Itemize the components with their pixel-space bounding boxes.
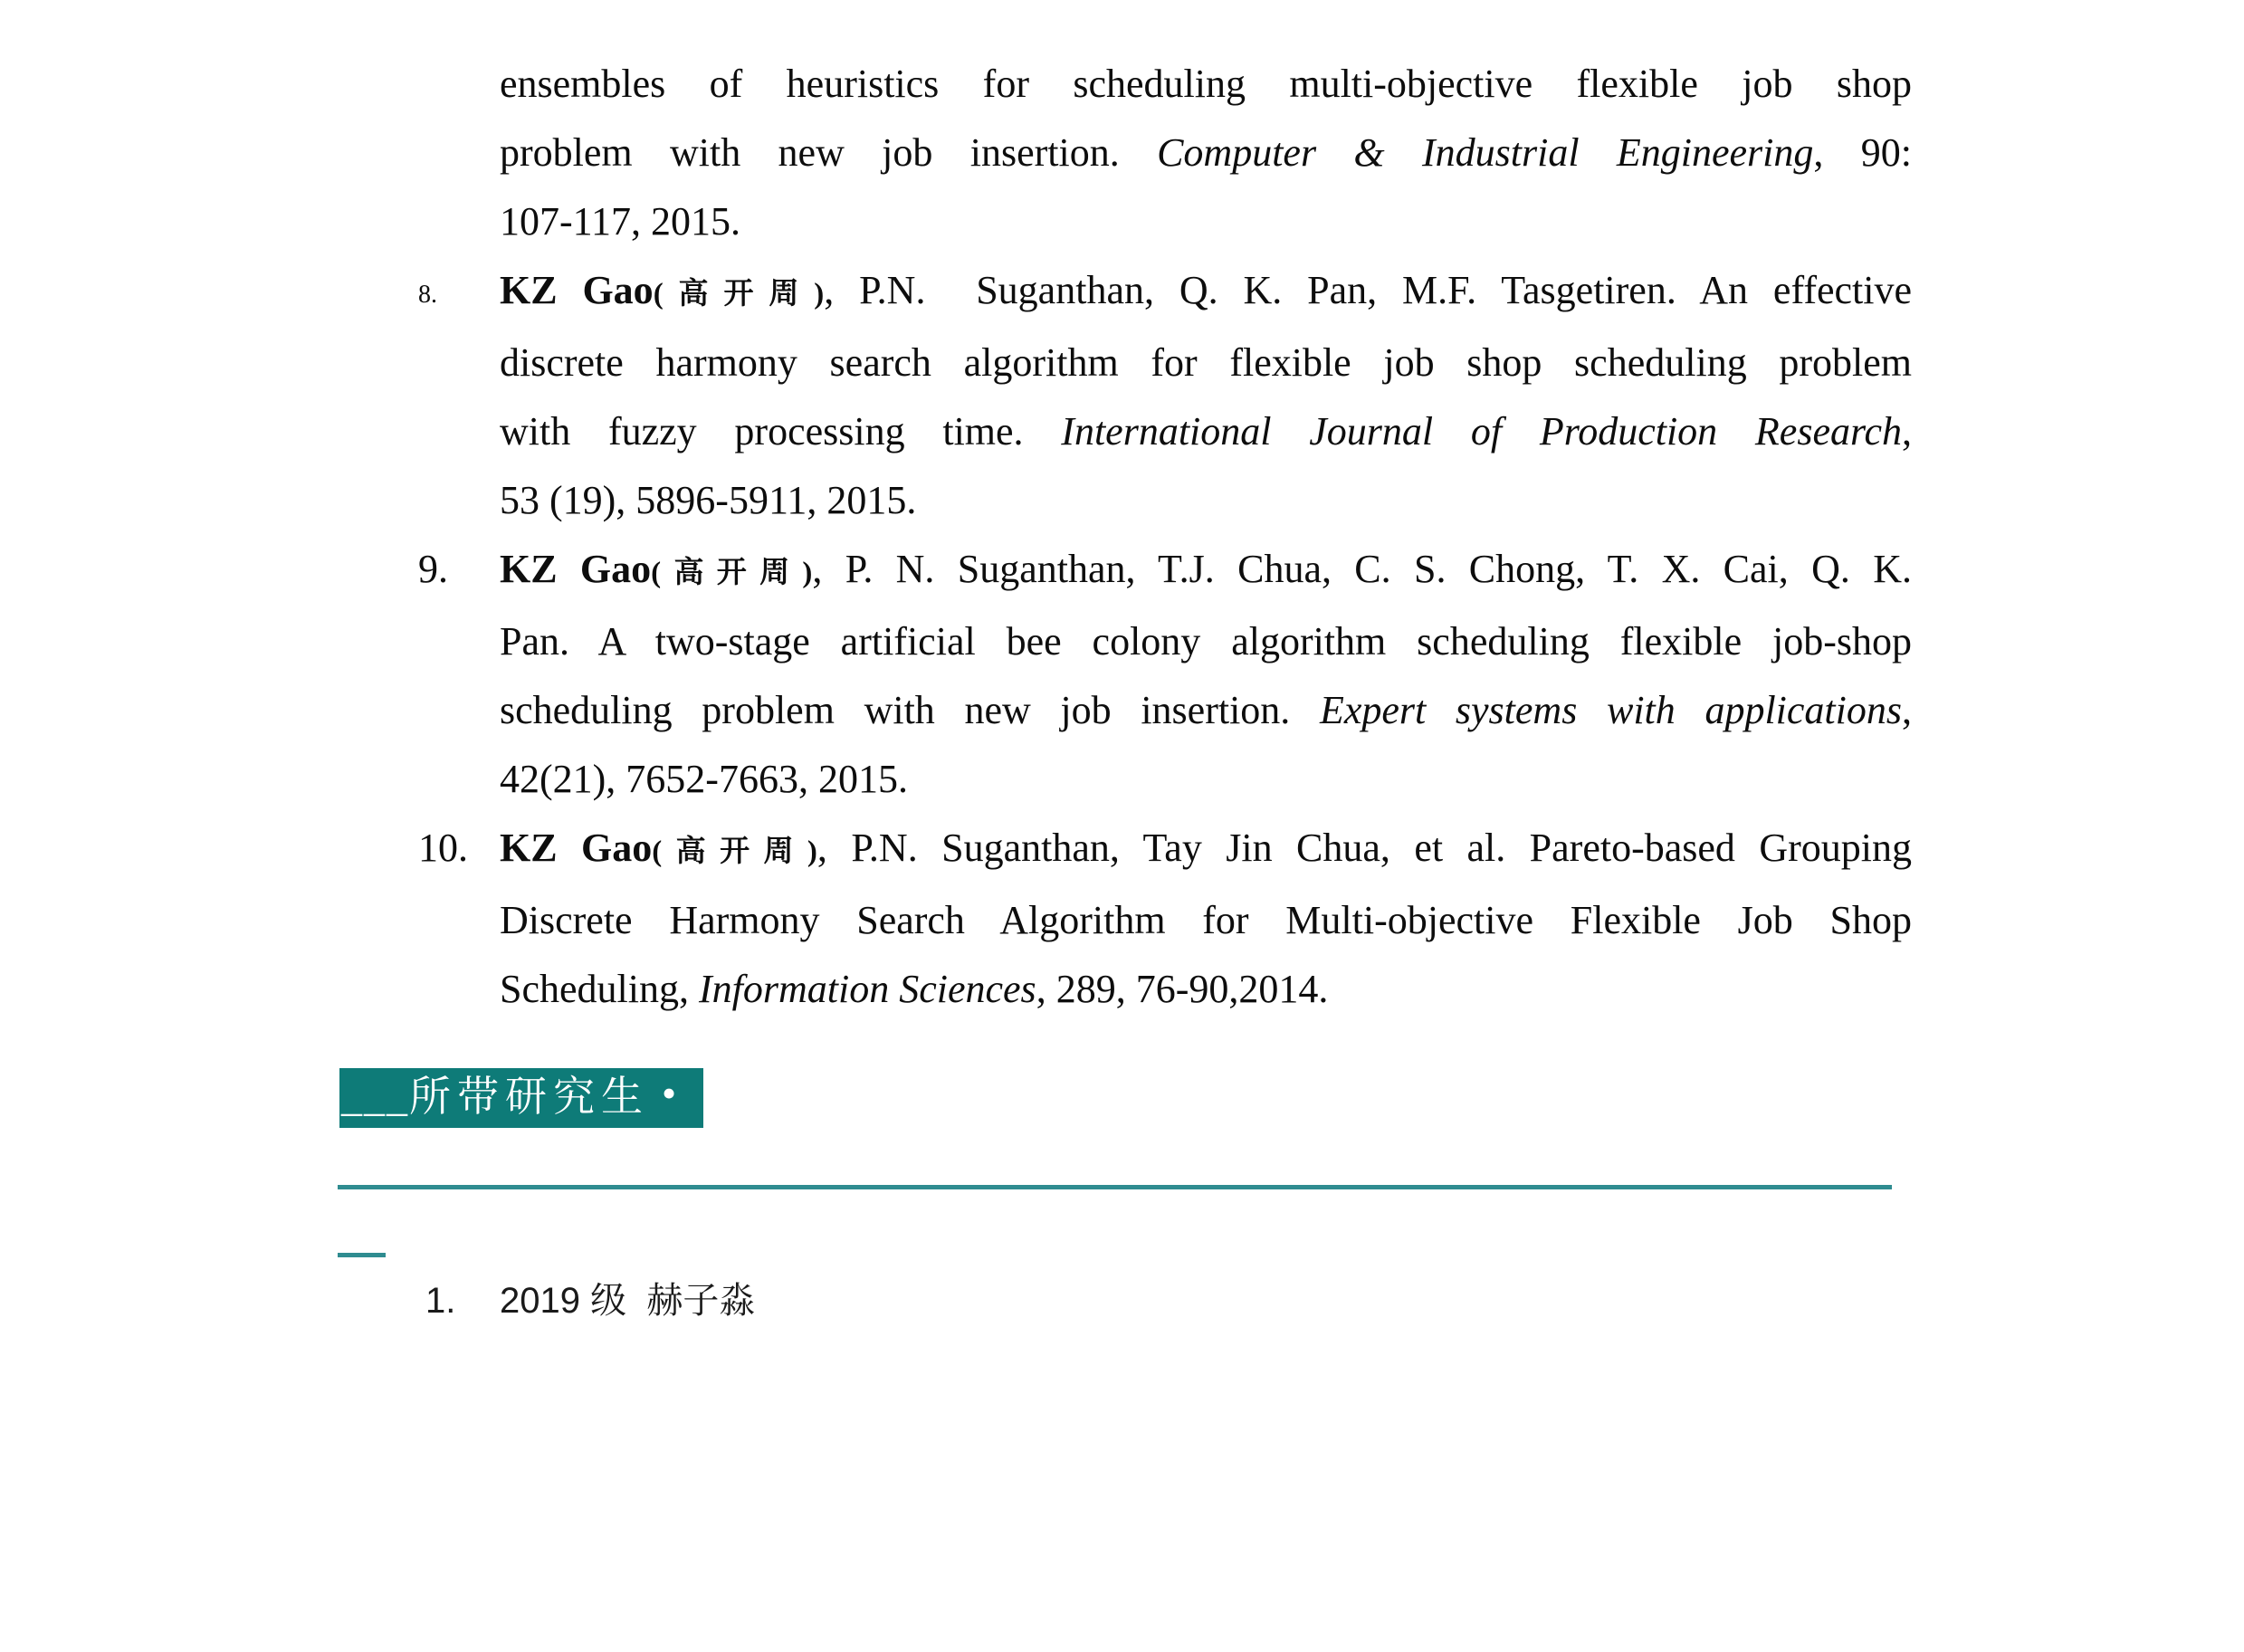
author-name-bold: KZ Gao bbox=[500, 547, 652, 591]
journal-title: Information Sciences bbox=[698, 967, 1036, 1011]
reference-text: 42(21), 7652-7663, 2015. bbox=[500, 757, 908, 801]
reference-lines bbox=[500, 535, 1912, 814]
reference-line bbox=[500, 397, 1912, 466]
journal-title: Expert systems with applications bbox=[1319, 688, 1902, 732]
reference-line bbox=[500, 814, 1912, 886]
reference-item bbox=[418, 814, 1912, 1024]
student-item bbox=[425, 1278, 755, 1323]
journal-title: Computer & Industrial Engineering bbox=[1157, 130, 1814, 175]
journal-title: International Journal of Production Research bbox=[1061, 409, 1902, 454]
author-cjk-name: (高开周) bbox=[653, 278, 825, 310]
reference-lines bbox=[500, 256, 1912, 535]
reference-number: 10. bbox=[418, 826, 468, 870]
reference-line bbox=[500, 119, 1912, 187]
reference-line bbox=[500, 535, 1912, 607]
reference-lines bbox=[500, 814, 1912, 1024]
reference-line bbox=[500, 187, 1912, 256]
reference-item bbox=[418, 256, 1912, 535]
student-list bbox=[425, 1278, 755, 1323]
reference-number: 8. bbox=[418, 281, 437, 309]
heading-bullet-icon: • bbox=[662, 1070, 677, 1116]
reference-text: Pan. A two-stage artificial bee colony algorithm scheduling flexible job-shop bbox=[500, 619, 1912, 664]
reference-line bbox=[500, 329, 1912, 397]
author-name-bold: KZ Gao bbox=[500, 268, 654, 312]
author-cjk-name: (高开周) bbox=[652, 836, 817, 868]
reference-text: 107-117, 2015. bbox=[500, 199, 741, 244]
reference-text: , P.N. Suganthan, Q. K. Pan, M.F. Tasgetiren. An effective bbox=[824, 268, 1913, 312]
reference-lines bbox=[500, 50, 1912, 256]
divider-line-short bbox=[338, 1253, 386, 1257]
reference-line bbox=[500, 466, 1912, 535]
reference-line bbox=[500, 886, 1912, 955]
author-name-bold: KZ Gao bbox=[500, 826, 653, 870]
reference-text: problem with new job insertion. bbox=[500, 130, 1158, 175]
reference-text: , bbox=[1902, 409, 1912, 454]
reference-text: , 90: bbox=[1813, 130, 1912, 175]
heading-underscores: ___ bbox=[341, 1074, 409, 1120]
reference-number: 9. bbox=[418, 547, 448, 591]
reference-text: , P.N. Suganthan, Tay Jin Chua, et al. Pareto-based Grouping bbox=[816, 826, 1913, 870]
section-heading-box bbox=[339, 1068, 703, 1128]
reference-text: scheduling problem with new job insertion. bbox=[500, 688, 1320, 732]
reference-line bbox=[500, 955, 1912, 1024]
reference-text: 53 (19), 5896-5911, 2015. bbox=[500, 478, 917, 522]
reference-item bbox=[418, 50, 1912, 256]
reference-line bbox=[500, 607, 1912, 676]
heading-title: 所带研究生 bbox=[409, 1074, 649, 1120]
reference-text: Scheduling, bbox=[500, 967, 699, 1011]
reference-text: , 289, 76-90,2014. bbox=[1036, 967, 1329, 1011]
reference-list bbox=[418, 50, 1912, 1024]
reference-item bbox=[418, 535, 1912, 814]
reference-text: , P. N. Suganthan, T.J. Chua, C. S. Chong, T. X. Cai, Q. K. bbox=[812, 547, 1912, 591]
reference-text: , bbox=[1902, 688, 1912, 732]
reference-line bbox=[500, 676, 1912, 745]
reference-line bbox=[500, 745, 1912, 814]
student-number: 1. bbox=[425, 1281, 456, 1321]
reference-text: with fuzzy processing time. bbox=[500, 409, 1062, 454]
reference-line bbox=[500, 256, 1912, 329]
reference-text: Discrete Harmony Search Algorithm for Multi-objective Flexible Job Shop bbox=[500, 898, 1912, 942]
student-text: 2019 级 赫子淼 bbox=[500, 1281, 756, 1321]
reference-text: discrete harmony search algorithm for flexible job shop scheduling problem bbox=[500, 340, 1912, 385]
reference-text: ensembles of heuristics for scheduling multi-objective flexible job shop bbox=[500, 62, 1912, 106]
reference-line bbox=[500, 50, 1912, 119]
author-cjk-name: (高开周) bbox=[651, 557, 813, 589]
divider-line-long bbox=[338, 1185, 1892, 1189]
